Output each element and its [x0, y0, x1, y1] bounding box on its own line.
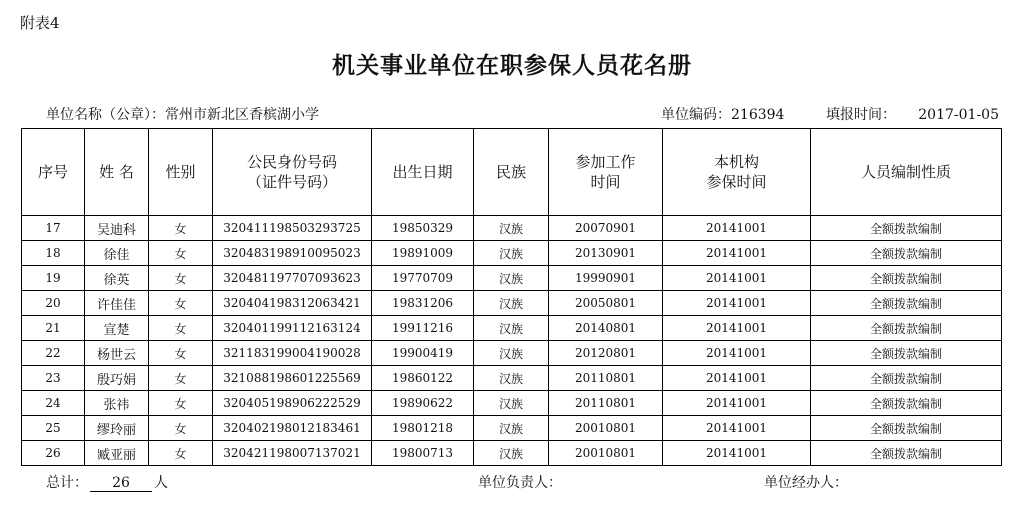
work-start-cell: 20050801	[549, 291, 663, 316]
name-cell: 杨世云	[85, 341, 149, 366]
unit-code-info	[661, 104, 784, 124]
birth-date-cell: 19860122	[372, 366, 474, 391]
birth-date-cell: 19800713	[372, 441, 474, 466]
column-header	[213, 129, 372, 216]
ethnicity-cell: 汉族	[474, 441, 549, 466]
roster-table	[21, 128, 1002, 466]
table-row	[22, 416, 1002, 441]
insured-date-cell: 20141001	[663, 416, 811, 441]
ethnicity-cell: 汉族	[474, 291, 549, 316]
gender-cell: 女	[149, 341, 213, 366]
work-start-cell: 20130901	[549, 241, 663, 266]
row-number-cell: 18	[22, 241, 85, 266]
table-row	[22, 316, 1002, 341]
work-start-cell: 20070901	[549, 216, 663, 241]
column-header	[811, 129, 1002, 216]
work-start-cell: 20120801	[549, 341, 663, 366]
page-title: 机关事业单位在职参保人员花名册	[332, 53, 692, 79]
column-header	[85, 129, 149, 216]
table-row	[22, 391, 1002, 416]
gender-cell: 女	[149, 316, 213, 341]
insured-date-cell: 20141001	[663, 241, 811, 266]
work-start-cell: 20010801	[549, 416, 663, 441]
column-header-line: 公民身份号码	[246, 153, 337, 171]
row-number-cell: 25	[22, 416, 85, 441]
birth-date-cell: 19891009	[372, 241, 474, 266]
ethnicity-cell: 汉族	[474, 316, 549, 341]
column-header	[22, 129, 85, 216]
column-header-line: （证件号码）	[246, 173, 337, 191]
name-cell: 张祎	[85, 391, 149, 416]
staffing-type-cell: 全额拨款编制	[811, 266, 1002, 291]
header-row	[22, 129, 1002, 216]
staffing-type-cell: 全额拨款编制	[811, 441, 1002, 466]
total-count: 26	[90, 475, 152, 492]
total-summary	[46, 472, 168, 492]
gender-cell: 女	[149, 366, 213, 391]
row-number-cell: 20	[22, 291, 85, 316]
staffing-type-cell: 全额拨款编制	[811, 341, 1002, 366]
column-header-line: 姓 名	[99, 163, 134, 181]
name-cell: 宣楚	[85, 316, 149, 341]
ethnicity-cell: 汉族	[474, 216, 549, 241]
birth-date-cell: 19890622	[372, 391, 474, 416]
gender-cell: 女	[149, 441, 213, 466]
work-start-cell: 20010801	[549, 441, 663, 466]
table-row	[22, 291, 1002, 316]
insured-date-cell: 20141001	[663, 391, 811, 416]
report-date-label: 填报时间：	[826, 107, 896, 123]
row-number-cell: 26	[22, 441, 85, 466]
name-cell: 臧亚丽	[85, 441, 149, 466]
insured-date-cell: 20141001	[663, 366, 811, 391]
name-cell: 殷巧娟	[85, 366, 149, 391]
column-header	[149, 129, 213, 216]
insured-date-cell: 20141001	[663, 291, 811, 316]
column-header-line: 时间	[590, 173, 621, 191]
unit-info	[46, 104, 319, 124]
work-start-cell: 19990901	[549, 266, 663, 291]
name-cell: 许佳佳	[85, 291, 149, 316]
ethnicity-cell: 汉族	[474, 366, 549, 391]
id-number-cell: 321088198601225569	[213, 366, 372, 391]
column-header	[372, 129, 474, 216]
birth-date-cell: 19850329	[372, 216, 474, 241]
unit-code: 216394	[731, 107, 785, 123]
unit-name-label: 单位名称（公章）：	[46, 107, 165, 123]
column-header-line: 性别	[165, 163, 196, 181]
id-number-cell: 321183199004190028	[213, 341, 372, 366]
table-row	[22, 266, 1002, 291]
staffing-type-cell: 全额拨款编制	[811, 241, 1002, 266]
gender-cell: 女	[149, 416, 213, 441]
ethnicity-cell: 汉族	[474, 341, 549, 366]
row-number-cell: 22	[22, 341, 85, 366]
unit-name: 常州市新北区香槟湖小学	[165, 107, 319, 123]
row-number-cell: 21	[22, 316, 85, 341]
insured-date-cell: 20141001	[663, 266, 811, 291]
row-number-cell: 24	[22, 391, 85, 416]
column-header-line: 本机构	[713, 153, 759, 171]
insured-date-cell: 20141001	[663, 316, 811, 341]
table-row	[22, 366, 1002, 391]
gender-cell: 女	[149, 291, 213, 316]
birth-date-cell: 19770709	[372, 266, 474, 291]
column-header-line: 民族	[495, 163, 526, 181]
report-date: 2017-01-05	[918, 107, 999, 123]
column-header	[474, 129, 549, 216]
birth-date-cell: 19801218	[372, 416, 474, 441]
unit-clerk-field: 单位经办人：	[764, 475, 848, 491]
birth-date-cell: 19911216	[372, 316, 474, 341]
staffing-type-cell: 全额拨款编制	[811, 416, 1002, 441]
report-date-info	[826, 104, 999, 124]
ethnicity-cell: 汉族	[474, 241, 549, 266]
birth-date-cell: 19900419	[372, 341, 474, 366]
unit-code-label: 单位编码：	[661, 107, 731, 123]
column-header-line: 参保时间	[706, 173, 767, 191]
unit-head-field: 单位负责人：	[478, 475, 562, 491]
appendix-label: 附表4	[20, 14, 60, 32]
gender-cell: 女	[149, 241, 213, 266]
table-row	[22, 341, 1002, 366]
gender-cell: 女	[149, 391, 213, 416]
table-row	[22, 216, 1002, 241]
birth-date-cell: 19831206	[372, 291, 474, 316]
table-row	[22, 241, 1002, 266]
staffing-type-cell: 全额拨款编制	[811, 291, 1002, 316]
name-cell: 吴迪科	[85, 216, 149, 241]
column-header	[549, 129, 663, 216]
column-header-line: 出生日期	[392, 163, 453, 181]
ethnicity-cell: 汉族	[474, 416, 549, 441]
id-number-cell: 320421198007137021	[213, 441, 372, 466]
row-number-cell: 19	[22, 266, 85, 291]
table-body	[22, 216, 1002, 466]
gender-cell: 女	[149, 266, 213, 291]
id-number-cell: 320405198906222529	[213, 391, 372, 416]
total-unit: 人	[154, 475, 168, 491]
name-cell: 缪玲丽	[85, 416, 149, 441]
id-number-cell: 320481197707093623	[213, 266, 372, 291]
name-cell: 徐英	[85, 266, 149, 291]
staffing-type-cell: 全额拨款编制	[811, 391, 1002, 416]
staffing-type-cell: 全额拨款编制	[811, 366, 1002, 391]
work-start-cell: 20110801	[549, 366, 663, 391]
id-number-cell: 320401199112163124	[213, 316, 372, 341]
ethnicity-cell: 汉族	[474, 266, 549, 291]
total-label: 总计：	[46, 475, 88, 491]
work-start-cell: 20110801	[549, 391, 663, 416]
table-row	[22, 441, 1002, 466]
insured-date-cell: 20141001	[663, 441, 811, 466]
row-number-cell: 17	[22, 216, 85, 241]
staffing-type-cell: 全额拨款编制	[811, 216, 1002, 241]
id-number-cell: 320404198312063421	[213, 291, 372, 316]
id-number-cell: 320402198012183461	[213, 416, 372, 441]
id-number-cell: 320483198910095023	[213, 241, 372, 266]
name-cell: 徐佳	[85, 241, 149, 266]
insured-date-cell: 20141001	[663, 341, 811, 366]
column-header-line: 序号	[37, 163, 68, 181]
column-header-line: 人员编制性质	[860, 163, 951, 181]
column-header-line: 参加工作	[575, 153, 636, 171]
ethnicity-cell: 汉族	[474, 391, 549, 416]
row-number-cell: 23	[22, 366, 85, 391]
gender-cell: 女	[149, 216, 213, 241]
id-number-cell: 320411198503293725	[213, 216, 372, 241]
column-header	[663, 129, 811, 216]
work-start-cell: 20140801	[549, 316, 663, 341]
insured-date-cell: 20141001	[663, 216, 811, 241]
staffing-type-cell: 全额拨款编制	[811, 316, 1002, 341]
